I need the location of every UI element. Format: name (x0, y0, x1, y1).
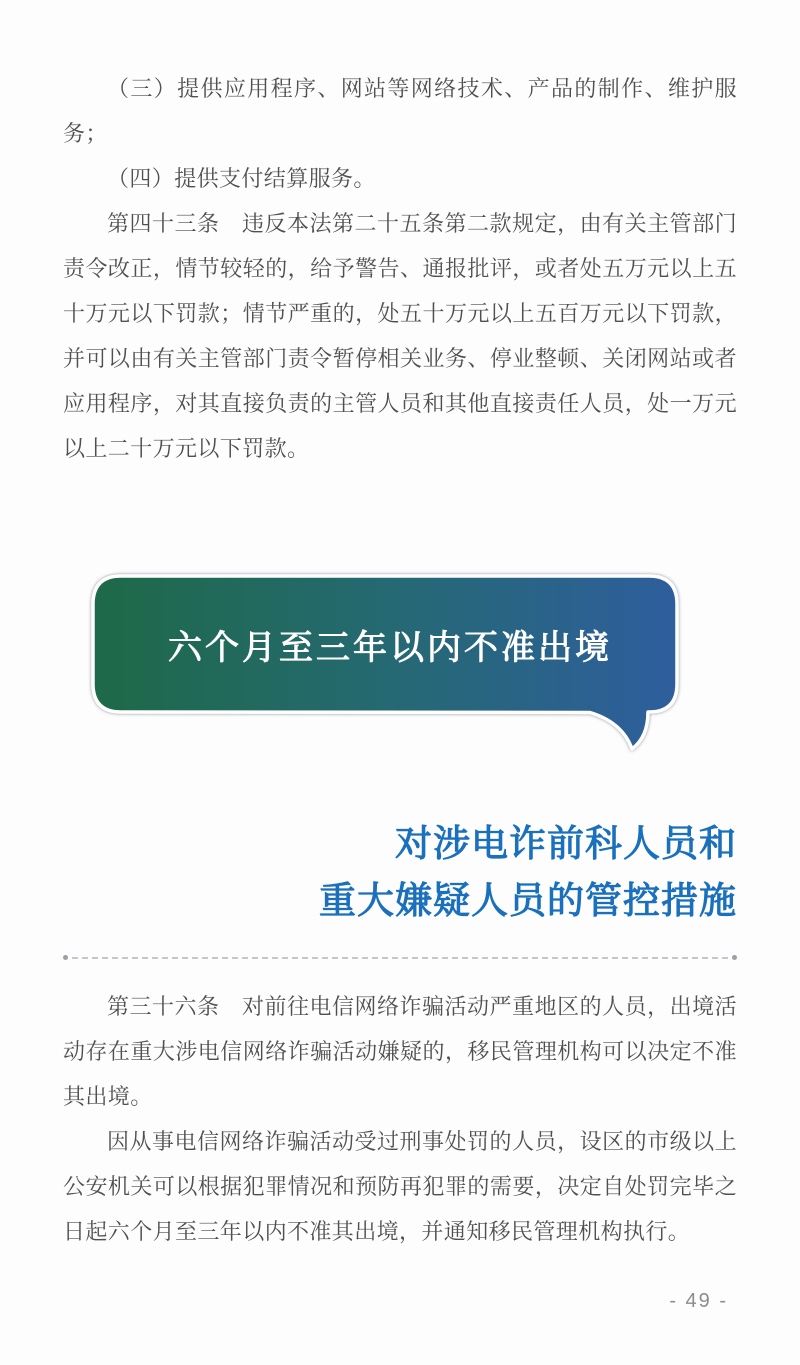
page-number: - 49 - (669, 1290, 728, 1312)
body-paragraph-item3: （三）提供应用程序、网站等网络技术、产品的制作、维护服务； (63, 76, 737, 146)
section-heading-line2: 重大嫌疑人员的管控措施 (319, 880, 737, 921)
speech-bubble-callout (90, 573, 690, 759)
section-paragraph-article36: 第三十六条 对前往电信网络诈骗活动严重地区的人员，出境活动存在重大涉电信网络诈骗活动嫌疑的，移民管理机构可以决定不准其出境。 (63, 994, 737, 1109)
body-paragraph-article43: 第四十三条 违反本法第二十五条第二款规定，由有关主管部门责令改正，情节较轻的，给予警告、通报批评，或者处五万元以上五十万元以下罚款；情节严重的，处五十万元以上五百万元以下罚款，并可以由有关主管部门责令暂停相关业务、停业整顿、关闭网站或者应用程序，对其直接负责的主管人员和其他直接责任人员，处一万元以上二十万元以下罚款。 (63, 211, 737, 461)
divider-right-dot (732, 955, 737, 960)
section-paragraph-criminal-record: 因从事电信网络诈骗活动受过刑事处罚的人员，设区的市级以上公安机关可以根据犯罪情况和预防再犯罪的需要，决定自处罚完毕之日起六个月至三年以内不准其出境，并通知移民管理机构执行。 (63, 1129, 737, 1244)
divider-dashed-line (72, 957, 728, 959)
section-body (63, 984, 737, 1254)
section-heading (63, 815, 737, 929)
dashed-divider (63, 955, 737, 960)
callout-text: 六个月至三年以内不准出境 (168, 628, 612, 667)
section-heading-line1: 对涉电诈前科人员和 (395, 823, 737, 864)
body-paragraph-item4: （四）提供支付结算服务。 (107, 166, 376, 191)
divider-left-dot (63, 955, 68, 960)
